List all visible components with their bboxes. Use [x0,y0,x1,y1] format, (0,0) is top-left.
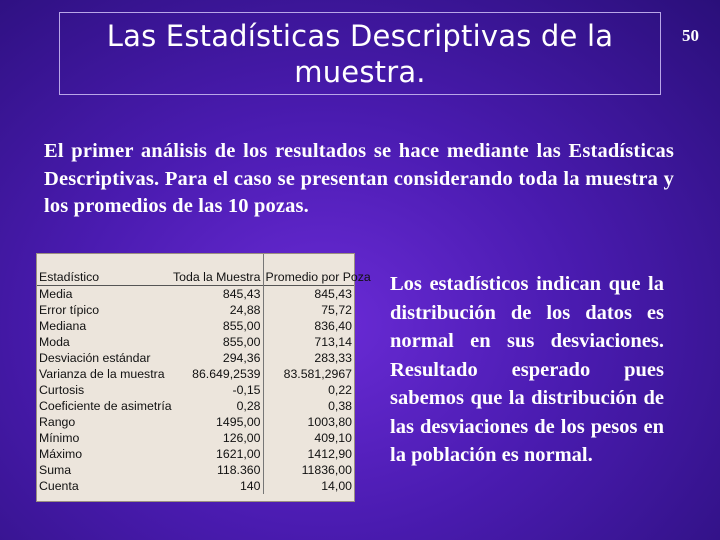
table-row [37,430,354,446]
table-row [37,462,354,478]
header-statistic: Estadístico [39,270,100,284]
full-sample-value: 24,88 [229,303,261,317]
pond-average-value: 409,10 [263,430,354,446]
full-sample-value: 86.649,2539 [192,367,261,381]
full-sample-value: 294,36 [222,351,261,365]
stat-name-cell: Varianza de la muestra [39,367,165,381]
full-sample-value: 0,28 [236,399,261,413]
pond-average-value: 14,00 [263,478,354,494]
table-row [37,286,354,303]
slide-title: Las Estadísticas Descriptivas de la muestra. [106,18,614,89]
table-row [37,302,354,318]
full-sample-value: 126,00 [222,431,261,445]
pond-average-value: 1412,90 [263,446,354,462]
table-row [37,382,354,398]
title-box [59,12,661,95]
stat-name-cell: Mínimo [39,431,80,445]
pond-average-value: 845,43 [263,286,354,303]
full-sample-value: 845,43 [222,287,261,301]
table-row [37,478,354,494]
table-row [37,318,354,334]
pond-average-value: 713,14 [263,334,354,350]
header-full-sample: Toda la Muestra [173,270,261,284]
descriptive-stats-table [36,253,371,502]
table-header-row [37,254,354,286]
pond-average-value: 836,40 [263,318,354,334]
pond-average-value: 83.581,2967 [263,366,354,382]
stat-name-cell: Máximo [39,447,83,461]
stat-name-cell: Suma [39,463,72,477]
table-row [37,398,354,414]
intro-paragraph: El primer análisis de los resultados se hace mediante las Estadísticas Descriptivas. Para el caso se presentan considerando toda la muestra y los promedios de las 10 pozas. [44,140,674,217]
pond-average-value: 0,22 [263,382,354,398]
full-sample-value: 1621,00 [216,447,261,461]
full-sample-value: 1495,00 [216,415,261,429]
table-row [37,334,354,350]
pond-average-value: 1003,80 [263,414,354,430]
stat-name-cell: Coeficiente de asimetría [39,399,172,413]
pond-average-value: 283,33 [263,350,354,366]
header-pond-average: Promedio por Poza [263,254,354,286]
table-row [37,414,354,430]
full-sample-value: 118.360 [216,463,261,477]
stat-name-cell: Desviación estándar [39,351,151,365]
stat-name-cell: Rango [39,415,76,429]
pond-average-value: 0,38 [263,398,354,414]
full-sample-value: 855,00 [222,335,261,349]
full-sample-value: -0,15 [232,383,261,397]
stat-name-cell: Cuenta [39,479,79,493]
pond-average-value: 75,72 [263,302,354,318]
stat-name-cell: Media [39,287,73,301]
conclusion-paragraph: Los estadísticos indican que la distribución de los datos es normal en sus desviaciones. Resultado esperado pues sabemos que la distribución de las desviaciones de los pesos en la población es normal. [390,273,664,466]
stat-name-cell: Curtosis [39,383,85,397]
table-row [37,350,354,366]
stat-name-cell: Moda [39,335,70,349]
stat-name-cell: Mediana [39,319,87,333]
stat-name-cell: Error típico [39,303,100,317]
full-sample-value: 140 [239,479,261,493]
table-row [37,366,354,382]
full-sample-value: 855,00 [222,319,261,333]
page-number: 50 [682,26,699,45]
pond-average-value: 11836,00 [263,462,354,478]
table-row [37,446,354,462]
